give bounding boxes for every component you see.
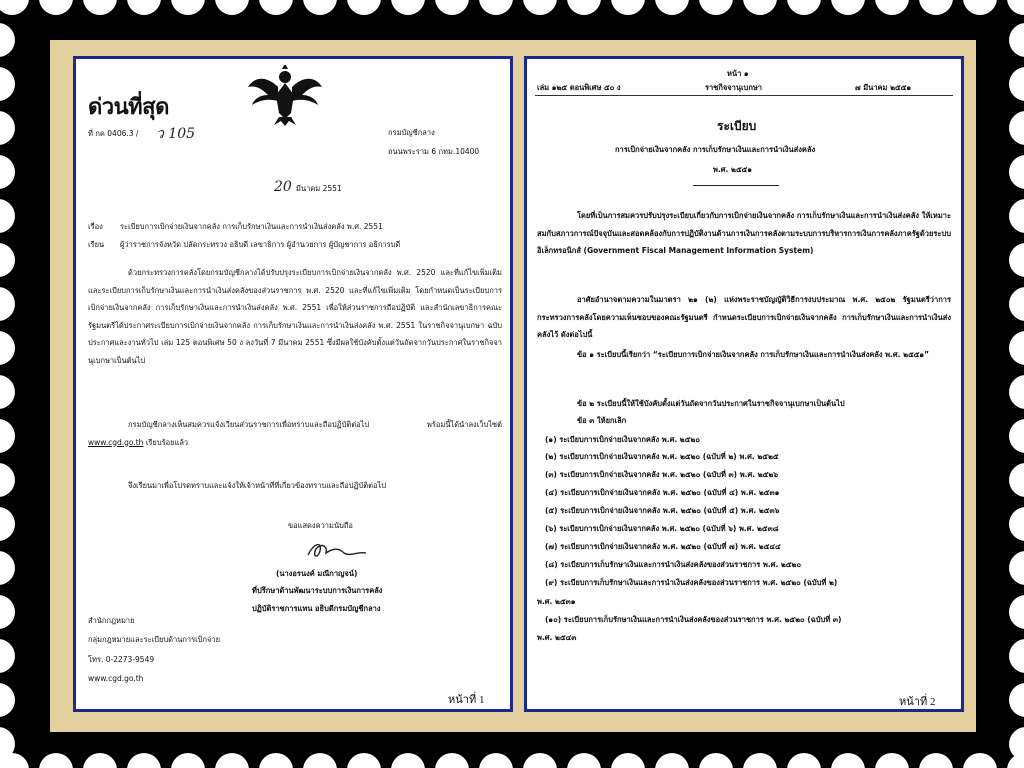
- org-address: ถนนพระราม 6 กทม.10400: [388, 147, 480, 156]
- subject-label: เรื่อง: [88, 222, 103, 231]
- urgent-heading: ด่วนที่สุด: [88, 95, 169, 120]
- gazette-paragraph-2: อาศัยอำนาจตามความในมาตรา ๒๑ (๒) แห่งพระราชบัญญัติวิธีการงบประมาณ พ.ศ. ๒๕๐๒ รัฐมนตรีว่าการกระทรวงการคลังโดยความเห็นชอบของคณะรัฐมนตรี กำหนดระเบียบการเบิกจ่ายเงินจากคลัง การเก็บรักษาเงินและการนำเงินส่งคลังไว้ ดังต่อไปนี้: [537, 295, 951, 339]
- list-item-continuation: พ.ศ. ๒๕๓๑: [537, 597, 576, 606]
- to-text: ผู้ว่าราชการจังหวัด ปลัดกระทรวง อธิบดี เลขาธิการ ผู้อำนวยการ ผู้บัญชาการ อธิการบดี: [120, 240, 401, 249]
- title-rule: [693, 185, 779, 186]
- regulation-title: ระเบียบ: [717, 119, 757, 133]
- header-rule: [535, 95, 953, 96]
- ref-no: ที่ กค 0406.3 /: [88, 129, 139, 138]
- list-item: (๔) ระเบียบการเบิกจ่ายเงินจากคลัง พ.ศ. ๒๕๒๐ (ฉบับที่ ๔) พ.ศ. ๒๕๓๑: [545, 488, 780, 497]
- letter-paragraph-3: จึงเรียนมาเพื่อโปรดทราบและแจ้งให้เจ้าหน้าที่ที่เกี่ยวข้องทราบและถือปฏิบัติต่อไป: [128, 481, 387, 490]
- letter-paragraph-2-tail: เรียบร้อยแล้ว: [145, 437, 189, 447]
- list-item: (๑๐) ระเบียบการเก็บรักษาเงินและการนำเงินส่งคลังของส่วนราชการ พ.ศ. ๒๕๒๐ (ฉบับที่ ๓): [545, 615, 842, 624]
- list-item: (๗) ระเบียบการเบิกจ่ายเงินจากคลัง พ.ศ. ๒๕๒๐ (ฉบับที่ ๗) พ.ศ. ๒๕๔๔: [545, 542, 781, 551]
- garuda-emblem-icon: [246, 65, 324, 127]
- footer-website: www.cgd.go.th: [88, 674, 144, 683]
- list-item: (๑) ระเบียบการเบิกจ่ายเงินจากคลัง พ.ศ. ๒๕๒๐: [545, 435, 700, 444]
- gazette-paragraph-1: โดยที่เป็นการสมควรปรับปรุงระเบียบเกี่ยวกับการเบิกจ่ายเงินจากคลัง การเก็บรักษาเงินและการนำเงินส่งคลัง ให้เหมาะสมกับสภาวการณ์ปัจจุบันและสอดคล้องกับการปฏิบัติงานด้านการเงินการคลังตามระบบการบริหารการเงินการคลังภาครัฐด้วยระบบอิเล็กทรอนิกส์ (Government Fiscal Management Information System): [537, 211, 951, 255]
- regulation-year: พ.ศ. ๒๕๕๑: [713, 165, 753, 174]
- office-name: สำนักกฎหมาย: [88, 616, 135, 625]
- to-label: เรียน: [88, 240, 105, 249]
- org-name: กรมบัญชีกลาง: [388, 128, 435, 137]
- regulation-subtitle: การเบิกจ่ายเงินจากคลัง การเก็บรักษาเงินและการนำเงินส่งคลัง: [615, 145, 816, 154]
- letter-paragraph-1: ด้วยกระทรวงการคลังโดยกรมบัญชีกลางได้ปรับปรุงระเบียบการเบิกจ่ายเงินจากคลัง พ.ศ. 2520 และที่แก้ไขเพิ่มเติม และระเบียบการเก็บรักษาเงินและการนำเงินส่งคลังของส่วนราชการ พ.ศ. 2520 และที่แก้ไขเพิ่มเติม โดยกำหนดเป็นระเบียบการเบิกจ่ายเงินจากคลัง การเก็บรักษาเงินและการนำเงินส่งคลัง พ.ศ. 2551 เพื่อให้ส่วนราชการถือปฏิบัติ และสำนักเลขาธิการคณะรัฐมนตรีได้ประกาศระเบียบการเบิกจ่ายเงินจากคลัง การเก็บรักษาเงินและการนำเงินส่งคลัง พ.ศ. 2551 ในราชกิจจานุเบกษา ฉบับประกาศและงานทั่วไป เล่ม 125 ตอนพิเศษ 50 ง ลงวันที่ 7 มีนาคม 2551 ซึ่งมีผลใช้บังคับตั้งแต่วันถัดจากวันประกาศในราชกิจจานุเบกษาเป็นต้นไป: [88, 268, 502, 365]
- list-item: (๓) ระเบียบการเบิกจ่ายเงินจากคลัง พ.ศ. ๒๕๒๐ (ฉบับที่ ๓) พ.ศ. ๒๕๒๖: [545, 470, 779, 479]
- signature-icon: [304, 539, 370, 563]
- clause-3: ข้อ ๓ ให้ยกเลิก: [577, 416, 627, 425]
- list-item: (๒) ระเบียบการเบิกจ่ายเงินจากคลัง พ.ศ. ๒๕๒๐ (ฉบับที่ ๒) พ.ศ. ๒๕๒๕: [545, 452, 779, 461]
- gazette-volume: เล่ม ๑๒๕ ตอนพิเศษ ๕๐ ง: [537, 83, 621, 92]
- clause-2: ข้อ ๒ ระเบียบนี้ให้ใช้บังคับตั้งแต่วันถัดจากวันประกาศในราชกิจจานุเบกษาเป็นต้นไป: [577, 399, 845, 408]
- date-day-handwritten: 20: [274, 179, 292, 195]
- letter-paragraph-2-text: กรมบัญชีกลางเห็นสมควรแจ้งเวียนส่วนราชการเพื่อทราบและถือปฏิบัติต่อไป พร้อมนี้ได้นำลงเว็บไซต์: [128, 420, 502, 429]
- page-2-gazette: [524, 56, 964, 712]
- list-item: (๘) ระเบียบการเก็บรักษาเงินและการนำเงินส่งคลังของส่วนราชการ พ.ศ. ๒๕๒๐: [545, 560, 802, 569]
- list-item: (๙) ระเบียบการเก็บรักษาเงินและการนำเงินส่งคลังของส่วนราชการ พ.ศ. ๒๕๒๐ (ฉบับที่ ๒): [545, 578, 838, 587]
- signer-title-1: ที่ปรึกษาด้านพัฒนาระบบการเงินการคลัง: [252, 586, 383, 595]
- letter-paragraph-2: [88, 416, 502, 451]
- signer-name: (นางอรนงค์ มณีกาญจน์): [276, 569, 358, 578]
- gazette-page-number: หน้า ๑: [727, 69, 749, 78]
- telephone: โทร. 0-2273-9549: [88, 655, 155, 664]
- website-link[interactable]: www.cgd.go.th: [88, 437, 144, 447]
- page-number-2: หน้าที่ 2: [899, 696, 936, 708]
- list-item-continuation: พ.ศ. ๒๕๔๓: [537, 633, 577, 642]
- ref-no-handwritten: ว 105: [156, 126, 196, 142]
- page-1-letter: [73, 56, 513, 712]
- date-month-year: มีนาคม 2551: [296, 184, 342, 193]
- clause-1: ข้อ ๑ ระเบียบนี้เรียกว่า “ระเบียบการเบิกจ่ายเงินจากคลัง การเก็บรักษาเงินและการนำเงินส่งคลัง พ.ศ. ๒๕๕๑”: [577, 350, 930, 359]
- gazette-date: ๗ มีนาคม ๒๕๕๑: [855, 83, 912, 92]
- gazette-name: ราชกิจจานุเบกษา: [705, 83, 763, 92]
- closing: ขอแสดงความนับถือ: [288, 521, 353, 530]
- list-item: (๖) ระเบียบการเบิกจ่ายเงินจากคลัง พ.ศ. ๒๕๒๐ (ฉบับที่ ๖) พ.ศ. ๒๕๓๘: [545, 524, 779, 533]
- page-number-1: หน้าที่ 1: [448, 694, 485, 706]
- list-item: (๕) ระเบียบการเบิกจ่ายเงินจากคลัง พ.ศ. ๒๕๒๐ (ฉบับที่ ๕) พ.ศ. ๒๕๓๖: [545, 506, 780, 515]
- signer-title-2: ปฏิบัติราชการแทน อธิบดีกรมบัญชีกลาง: [252, 604, 381, 613]
- division-name: กลุ่มกฎหมายและระเบียบด้านการเบิกจ่าย: [88, 635, 221, 644]
- subject-text: ระเบียบการเบิกจ่ายเงินจากคลัง การเก็บรักษาเงินและการนำเงินส่งคลัง พ.ศ. 2551: [120, 222, 383, 231]
